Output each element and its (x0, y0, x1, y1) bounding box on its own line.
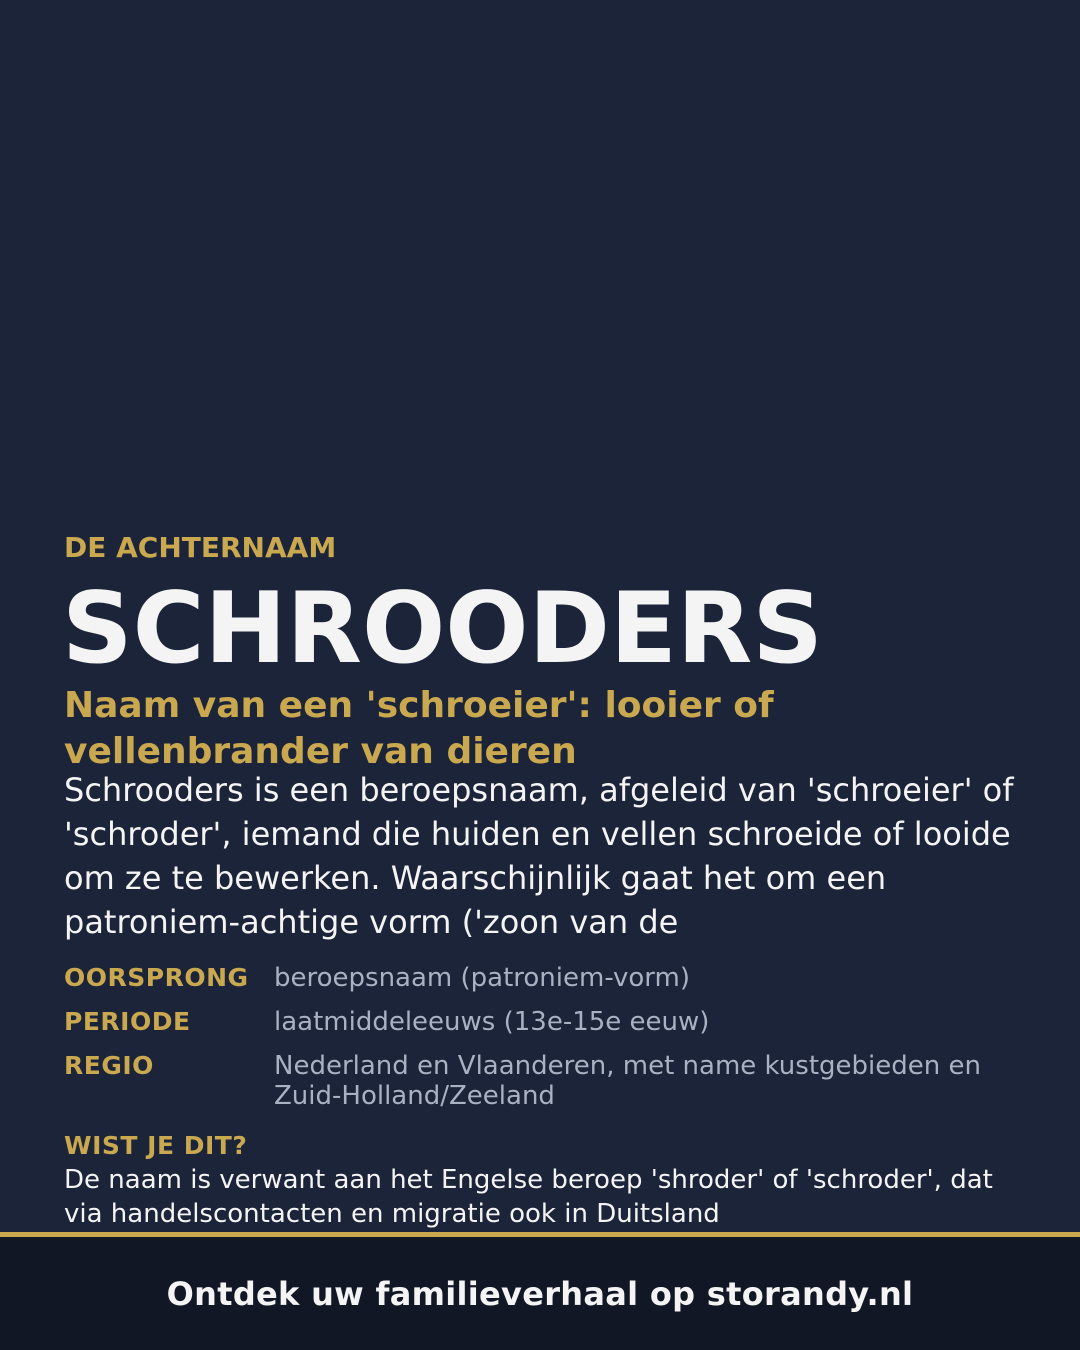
surname-meaning-subtitle: Naam van een 'schroeier': looier of vellenbrander van dieren (64, 685, 774, 772)
surname-description: Schrooders is een beroepsnaam, afgeleid van 'schroeier' of 'schroder', iemand die huiden en vellen schroeide of looide om ze te bewerken. Waarschijnlijk gaat het om een patroniem-achtige vorm ('zoon van de (64, 771, 1014, 941)
footer-banner (0, 1232, 1080, 1350)
fact-value-region: Nederland en Vlaanderen, met name kustgebieden en Zuid-Holland/Zeeland (274, 1051, 981, 1111)
surname-title: SCHROODERS (62, 572, 823, 686)
did-you-know-text: De naam is verwant aan het Engelse beroep 'shroder' of 'schroder', dat via handelscontacten en migratie ook in Duitsland (64, 1165, 993, 1229)
facts-list (64, 963, 1024, 1125)
footer-cta-link[interactable]: Ontdek uw familieverhaal op storandy.nl (166, 1274, 914, 1313)
did-you-know-heading: WIST JE DIT? (64, 1131, 248, 1160)
fact-value-period: laatmiddeleeuws (13e-15e eeuw) (274, 1007, 710, 1037)
fact-label-region: REGIO (64, 1051, 154, 1080)
fact-label-origin: OORSPRONG (64, 963, 249, 992)
fact-row-region (64, 1051, 1024, 1111)
fact-row-period (64, 1007, 1024, 1037)
eyebrow-label: DE ACHTERNAAM (64, 531, 337, 564)
fact-label-period: PERIODE (64, 1007, 191, 1036)
fact-row-origin (64, 963, 1024, 993)
fact-value-origin: beroepsnaam (patroniem-vorm) (274, 963, 691, 993)
